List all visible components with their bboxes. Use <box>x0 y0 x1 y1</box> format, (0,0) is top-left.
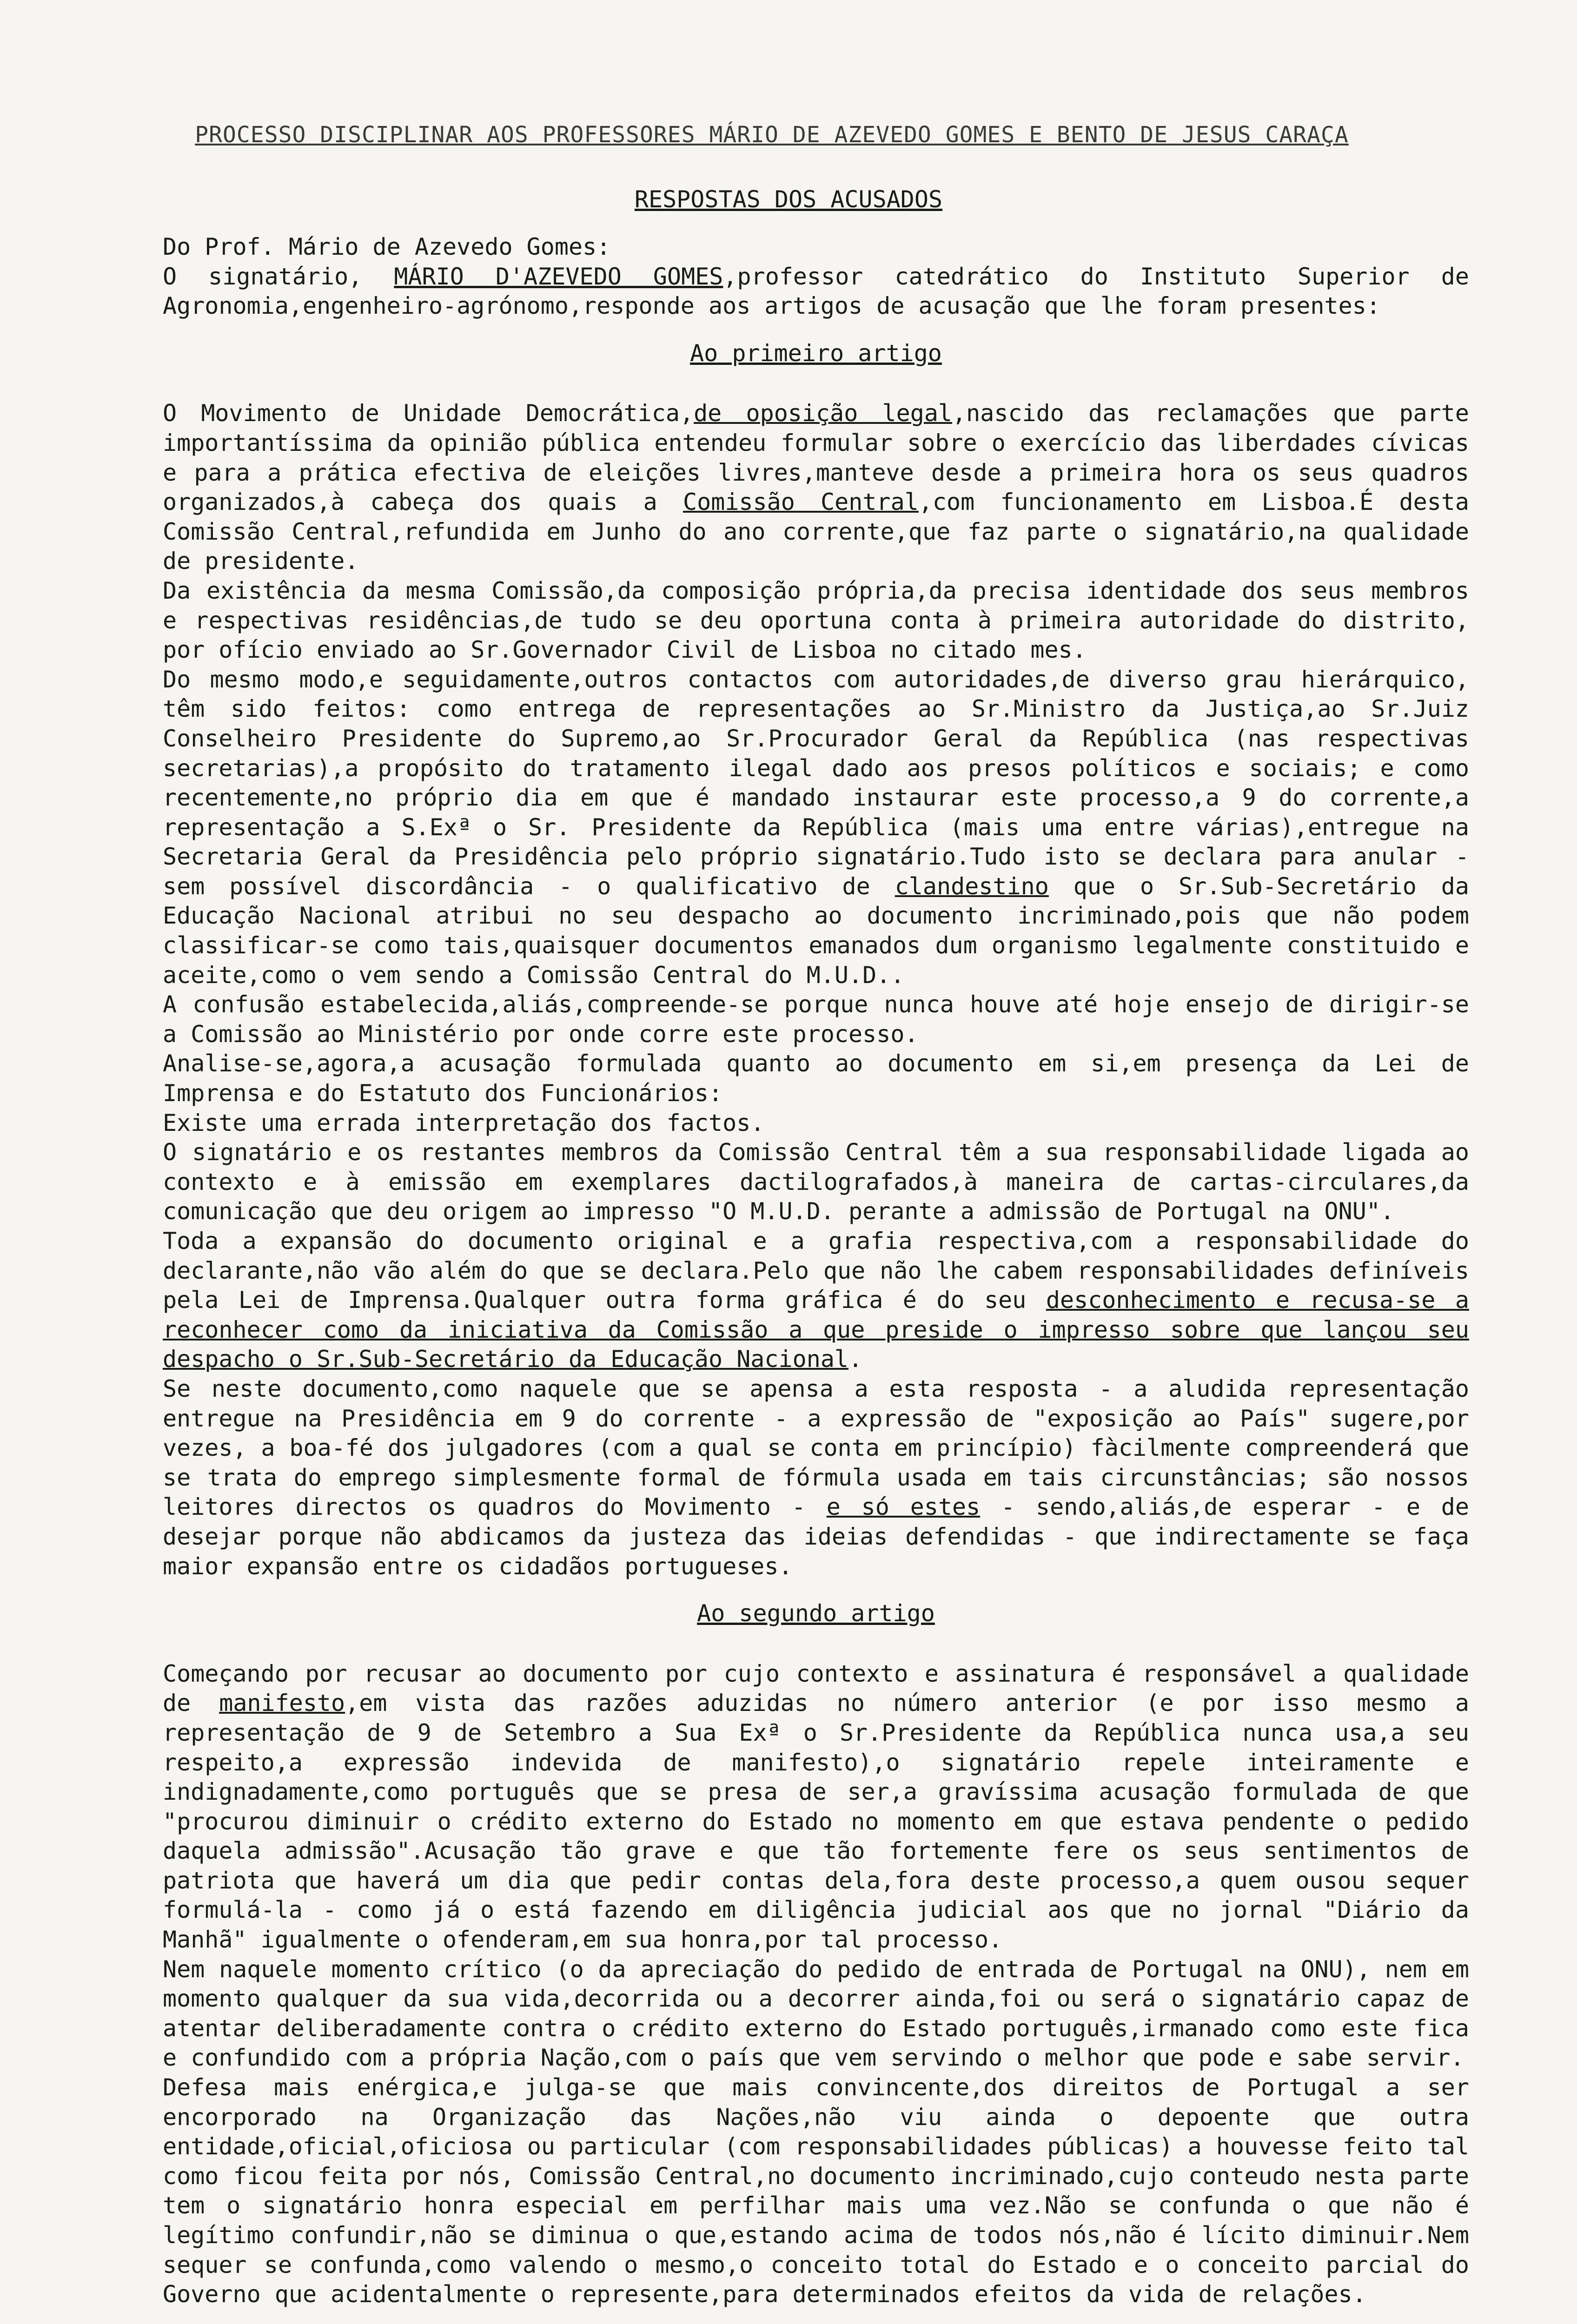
paragraph-12: Defesa mais enérgica,e julga-se que mais convincente,dos direitos de Portugal a ser encorporado na Organização das Nações,não viu ainda o depoente que outra entidade,oficial,oficiosa ou particular (com responsabilidades públicas) a houvesse feito tal como ficou feita por nós, Comissão Central,no documento incriminado,cujo conteudo nesta parte tem o signatário honra especial em perfilhar mais uma vez.Não se confunda o que não é legítimo confundir,não se diminua o que,estando acima de todos nós,não é lícito diminuir.Nem sequer se confunda,como valendo o mesmo,o conceito total do Estado e o conceito parcial do Governo que acidentalmente o represente,para determinados efeitos da vida de relações. <box>163 2074 1469 2308</box>
paragraph-4: A confusão estabelecida,aliás,compreende-se porque nunca houve até hoje ensejo de dirigir-se a Comissão ao Ministério por onde corre este processo. <box>163 991 1469 1048</box>
paragraph-10: Começando por recusar ao documento por cujo contexto e assinatura é responsável a qualidade de manifesto,em vista das razões aduzidas no número anterior (e por isso mesmo a representação de 9 de Setembro a Sua Exª o Sr.Presidente da República nunca usa,a seu respeito,a expressão indevida de manifesto),o signatário repele inteiramente e indignadamente,como português que se presa de ser,a gravíssima acusação formulada de que "procurou diminuir o crédito externo do Estado no momento em que estava pendente o pedido daquela admissão".Acusação tão grave e que tão fortemente fere os seus sentimentos de patriota que haverá um dia que pedir contas dela,fora deste processo,a quem ousou sequer formulá-la - como já o está fazendo em diligência judicial aos que no jornal "Diário da Manhã" igualmente o ofenderam,em sua honra,por tal processo. <box>163 1660 1469 1954</box>
paragraph-8: Toda a expansão do documento original e a grafia respectiva,com a responsabilidade do declarante,não vão além do que se declara.Pelo que não lhe cabem responsabilidades definíveis pela Lei de Imprensa.Qualquer outra forma gráfica é do seu desconhecimento e recusa-se a reconhecer como da iniciativa da Comissão a que preside o impresso sobre que lançou seu despacho o Sr.Sub-Secretário da Educação Nacional. <box>163 1228 1469 1373</box>
paragraph-7: O signatário e os restantes membros da Comissão Central têm a sua responsabilidade ligada ao contexto e à emissão em exemplares dactilografados,à maneira de cartas-circulares,da comunicação que deu origem ao impresso "O M.U.D. perante a admissão de Portugal na ONU". <box>163 1139 1469 1225</box>
paragraph-11: Nem naquele momento crítico (o da apreciação do pedido de entrada de Portugal na ONU), nem em momento qualquer da sua vida,decorrida ou a decorrer ainda,foi ou será o signatário capaz de atentar deliberadamente contra o crédito externo do Estado português,irmanado como este fica e confundido com a própria Nação,com o país que vem servindo o melhor que pode e sabe servir. <box>163 1955 1469 2072</box>
section-title-first-article: Ao primeiro artigo <box>690 339 942 367</box>
paragraph-3: Do mesmo modo,e seguidamente,outros contactos com autoridades,de diverso grau hierárquico, têm sido feitos: como entrega de representações ao Sr.Ministro da Justiça,ao Sr.Juiz Conselheiro Presidente do Supremo,ao Sr.Procurador Geral da República (nas respectivas secretarias),a propósito do tratamento ilegal dado aos presos políticos e sociais; e como recentemente,no próprio dia em que é mandado instaurar este processo,a 9 do corrente,a representação a S.Exª o Sr. Presidente da República (mais uma entre várias),entregue na Secretaria Geral da Presidência pelo próprio signatário.Tudo isto se declara para anular - sem possível discordância - o qualificativo de clandestino que o Sr.Sub-Secretário da Educação Nacional atribui no seu despacho ao documento incriminado,pois que não podem classificar-se como tais,quaisquer documentos emanados dum organismo legalmente constituido e aceite,como o vem sendo a Comissão Central do M.U.D.. <box>163 666 1469 989</box>
document-subtitle: RESPOSTAS DOS ACUSADOS <box>634 186 943 213</box>
paragraph-6: Existe uma errada interpretação dos factos. <box>163 1109 765 1136</box>
signatory-name: MÁRIO D'AZEVEDO GOMES <box>394 263 723 290</box>
from-line: Do Prof. Mário de Azevedo Gomes: <box>163 233 611 260</box>
paragraph-5: Analise-se,agora,a acusação formulada quanto ao documento em si,em presença da Lei de Imprensa e do Estatuto dos Funcionários: <box>163 1050 1469 1107</box>
paragraph-2: Da existência da mesma Comissão,da composição própria,da precisa identidade dos seus membros e respectivas residências,de tudo se deu oportuna conta à primeira autoridade do distrito, por ofício enviado ao Sr.Governador Civil de Lisboa no citado mes. <box>163 577 1469 664</box>
intro-paragraph: O signatário, MÁRIO D'AZEVEDO GOMES,professor catedrático do Instituto Superior de Agronomia,engenheiro-agrónomo,responde aos artigos de acusação que lhe foram presentes: <box>163 263 1469 320</box>
section-title-second-article: Ao segundo artigo <box>697 1600 935 1627</box>
document-body <box>163 232 1469 2310</box>
document-header: PROCESSO DISCIPLINAR AOS PROFESSORES MÁRIO DE AZEVEDO GOMES E BENTO DE JESUS CARAÇA <box>195 122 1349 148</box>
paragraph-1: O Movimento de Unidade Democrática,de oposição legal,nascido das reclamações que parte importantíssima da opinião pública entendeu formular sobre o exercício das liberdades cívicas e para a prática efectiva de eleições livres,manteve desde a primeira hora os seus quadros organizados,à cabeça dos quais a Comissão Central,com funcionamento em Lisboa.É desta Comissão Central,refundida em Junho do ano corrente,que faz parte o signatário,na qualidade de presidente. <box>163 400 1470 575</box>
paragraph-9: Se neste documento,como naquele que se apensa a esta resposta - a aludida representação entregue na Presidência em 9 do corrente - a expressão de "exposição ao País" sugere,por vezes, a boa-fé dos julgadores (com a qual se conta em princípio) fàcilmente compreenderá que se trata do emprego simplesmente formal de fórmula usada em tais circunstâncias; são nossos leitores directos os quadros do Movimento - e só estes - sendo,aliás,de esperar - e de desejar porque não abdicamos da justeza das ideias defendidas - que indirectamente se faça maior expansão entre os cidadãos portugueses. <box>163 1375 1470 1580</box>
